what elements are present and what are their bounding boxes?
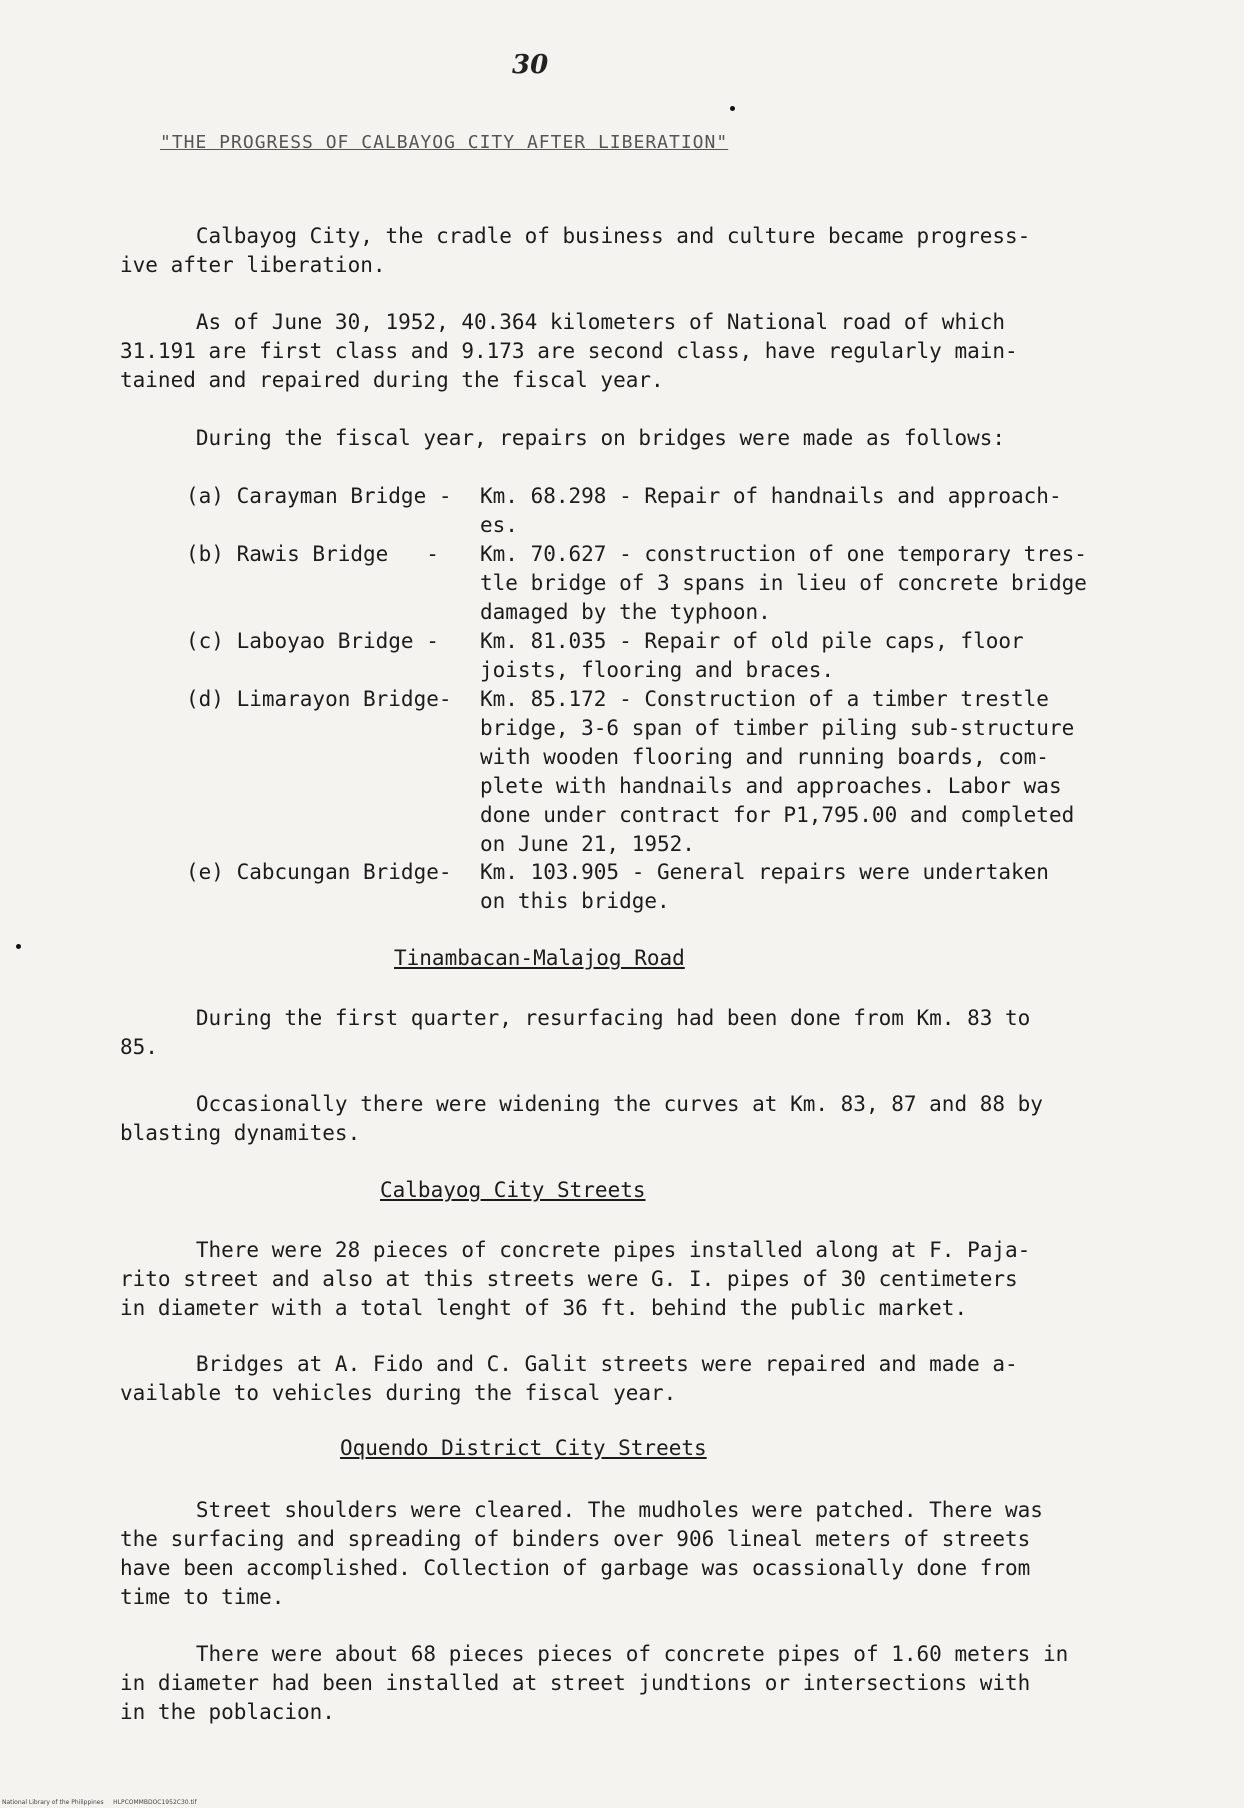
oquendo-paragraph-1: Street shoulders were cleared. The mudholes were patched. There was the surfacing and spreading of binders over 906 lineal meters of streets have been accomplished. Collection of garbage was ocassionally done from time to time. — [120, 1498, 1043, 1609]
page-number: 30 — [512, 50, 549, 80]
bridges-intro-paragraph: During the fiscal year, repairs on bridges were made as follows: — [120, 426, 1006, 450]
tinambacan-paragraph-1: During the first quarter, resurfacing had been done from Km. 83 to 85. — [120, 1006, 1031, 1059]
document-title: "THE PROGRESS OF CALBAYOG CITY AFTER LIBERATION" — [160, 132, 729, 153]
calbayog-streets-heading: Calbayog City Streets — [380, 1178, 646, 1202]
bridge-description: Km. 103.905 - General repairs were undertaken on this bridge. — [480, 860, 1049, 913]
tinambacan-paragraph-2: Occasionally there were widening the curves at Km. 83, 87 and 88 by blasting dynamites. — [120, 1092, 1043, 1145]
tinambacan-heading: Tinambacan-Malajog Road — [394, 946, 685, 970]
bridge-name: (b) Rawis Bridge - — [186, 542, 439, 566]
bridge-description: Km. 81.035 - Repair of old pile caps, floor joists, flooring and braces. — [480, 629, 1024, 682]
bridge-name: (a) Carayman Bridge - — [186, 484, 452, 508]
bridge-description: Km. 85.172 - Construction of a timber trestle bridge, 3-6 span of timber piling sub-structure with wooden flooring and running boards, com- plete with handnails and approaches. Labor was done under contract for P1,795.00 and completed on June 21, 1952. — [480, 687, 1075, 856]
bridge-description: Km. 68.298 - Repair of handnails and approach- es. — [480, 484, 1062, 537]
bridge-name: (c) Laboyao Bridge - — [186, 629, 439, 653]
archive-footer: National Library of the Philippines HLPCOMMBDOC1952C30.tif — [2, 1799, 197, 1806]
calbayog-paragraph-1: There were 28 pieces of concrete pipes installed along at F. Paja- rito street and also at this streets were G. I. pipes of 30 centimeters in diameter with a total lenght of 36 ft. behind the public market. — [120, 1238, 1031, 1320]
roads-paragraph: As of June 30, 1952, 40.364 kilometers of National road of which 31.191 are first class and 9.173 are second class, have regularly main- tained and repaired during the fiscal year. — [120, 310, 1018, 392]
bridge-name: (d) Limarayon Bridge- — [186, 687, 452, 711]
bridge-description: Km. 70.627 - construction of one temporary tres- tle bridge of 3 spans in lieu of concrete bridge damaged by the typhoon. — [480, 542, 1087, 624]
intro-paragraph: Calbayog City, the cradle of business and culture became progress- ive after liberation. — [120, 224, 1031, 277]
bridge-name: (e) Cabcungan Bridge- — [186, 860, 452, 884]
oquendo-heading: Oquendo District City Streets — [340, 1436, 707, 1460]
scan-speck — [16, 944, 21, 949]
calbayog-paragraph-2: Bridges at A. Fido and C. Galit streets were repaired and made a- vailable to vehicles during the fiscal year. — [120, 1352, 1018, 1405]
oquendo-paragraph-2: There were about 68 pieces pieces of concrete pipes of 1.60 meters in in diameter had been installed at street jundtions or intersections with in the poblacion. — [120, 1642, 1069, 1724]
scan-speck — [730, 106, 735, 111]
